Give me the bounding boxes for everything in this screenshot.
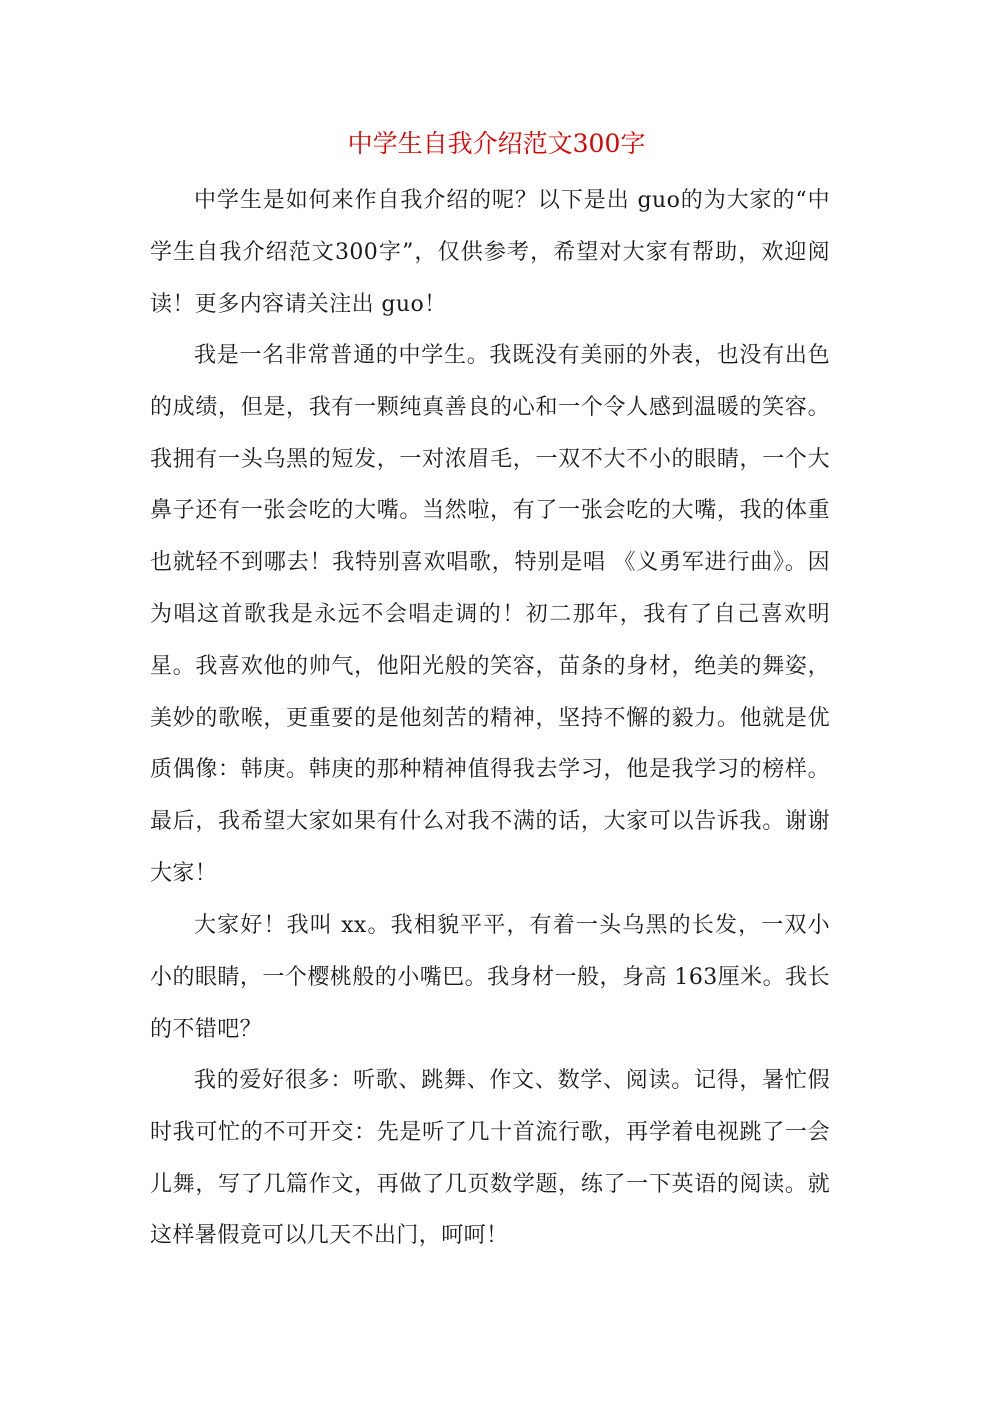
paragraph-hobbies: 我的爱好很多：听歌、跳舞、作文、数学、阅读。记得，暑忙假时我可忙的不可开交：先是听了几十首流行歌，再学着电视跳了一会儿舞，写了几篇作文，再做了几页数学题，练了一下英语的阅读。就这样暑假竟可以几天不出门，呵呵！ bbox=[150, 1068, 830, 1249]
paragraph-self-description: 我是一名非常普通的中学生。我既没有美丽的外表，也没有出色的成绩，但是，我有一颗纯真善良的心和一个令人感到温暖的笑容。我拥有一头乌黑的短发，一对浓眉毛，一双不大不小的眼睛，一个大鼻子还有一张会吃的大嘴。当然啦，有了一张会吃的大嘴，我的体重也就轻不到哪去！我特别喜欢唱歌，特别是唱 《义勇军进行曲》。因为唱这首歌我是永远不会唱走调的！初二那年，我有了自己喜欢明星。我喜欢他的帅气，他阳光般的笑容，苗条的身材，绝美的舞姿，美妙的歌喉，更重要的是他刻苦的精神，坚持不懈的毅力。他就是优质偶像：韩庚。韩庚的那种精神值得我去学习，他是我学习的榜样。最后，我希望大家如果有什么对我不满的话，大家可以告诉我。谢谢大家！ bbox=[150, 343, 830, 886]
paragraph-appearance: 大家好！我叫 xx。我相貌平平，有着一头乌黑的长发，一双小小的眼睛，一个樱桃般的小嘴巴。我身材一般，身高 163厘米。我长的不错吧？ bbox=[150, 913, 830, 1042]
document-title: 中学生自我介绍范文300字 bbox=[347, 129, 646, 158]
paragraph-intro: 中学生是如何来作自我介绍的呢？以下是出 guo的为大家的“中学生自我介绍范文300字”，仅供参考，希望对大家有帮助，欢迎阅读！更多内容请关注出 guo！ bbox=[150, 188, 830, 317]
